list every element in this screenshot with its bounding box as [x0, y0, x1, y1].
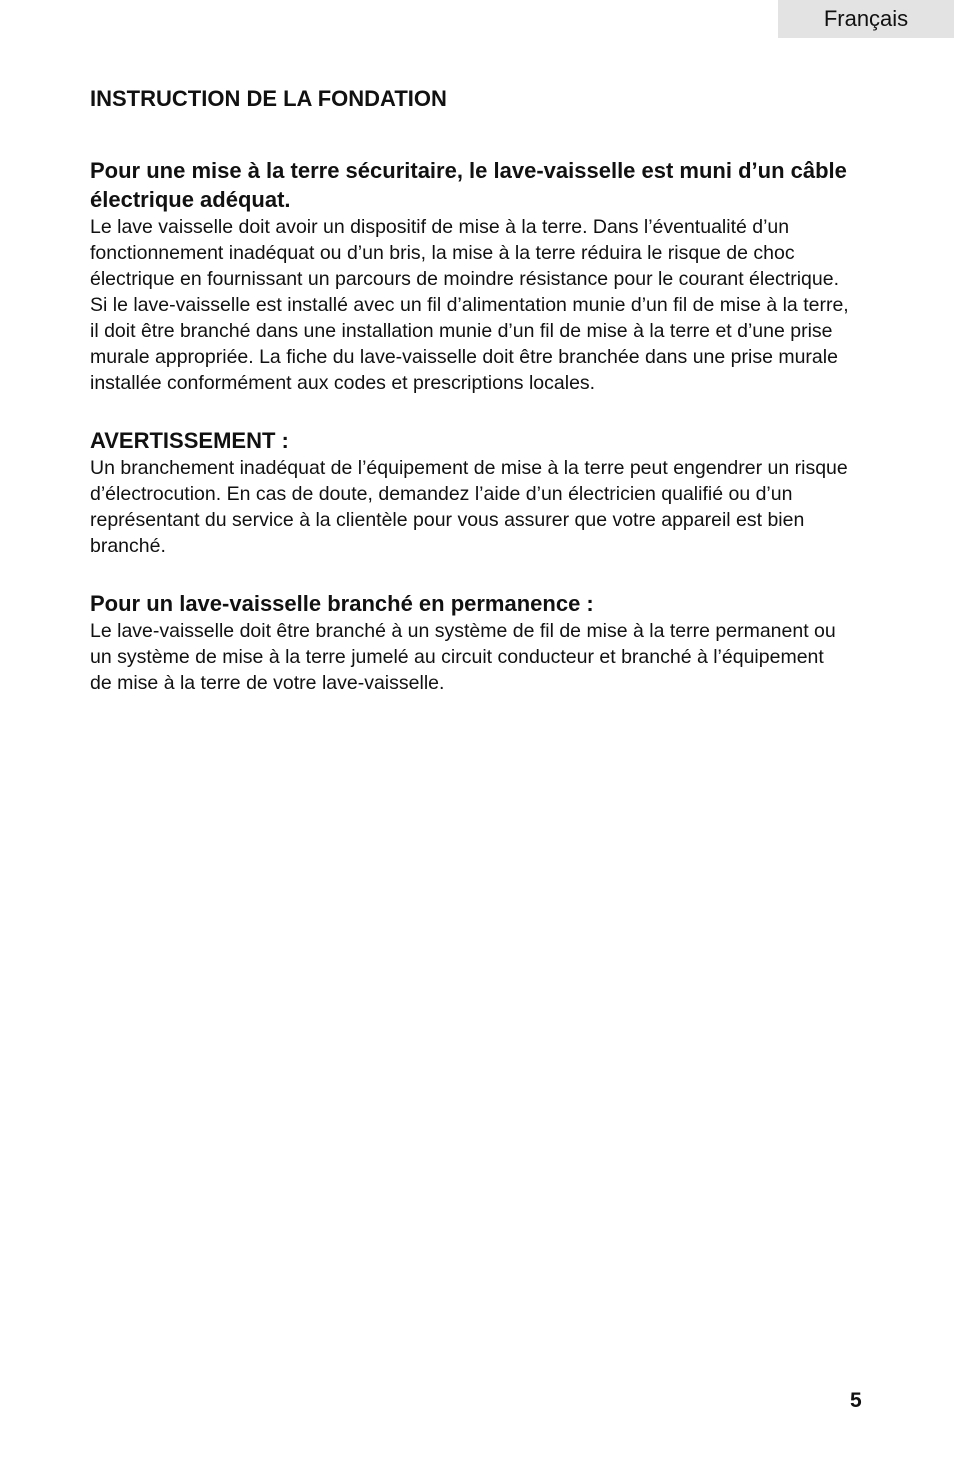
- section-permanent: [90, 589, 850, 696]
- page-title: INSTRUCTION DE LA FONDATION: [90, 86, 447, 111]
- section-heading: Pour un lave-vaisselle branché en permanence :: [90, 591, 594, 616]
- document-content: [90, 84, 850, 726]
- page-number: 5: [850, 1389, 862, 1412]
- section-body: Le lave-vaisselle doit être branché à un système de fil de mise à la terre permanent ou un système de mise à la terre jumelé au circuit conducteur et branché à l’équipement de mise à la terre de votre lave-vaisselle.: [90, 620, 836, 694]
- section-heading: AVERTISSEMENT :: [90, 428, 289, 453]
- section-heading: Pour une mise à la terre sécuritaire, le lave-vaisselle est muni d’un câble électrique adéquat.: [90, 158, 847, 212]
- section-grounding: [90, 156, 850, 396]
- section-body: Un branchement inadéquat de l’équipement de mise à la terre peut engendrer un risque d’électrocution. En cas de doute, demandez l’aide d’un électricien qualifié ou d’un représentant du service à la clientèle pour vous assurer que votre appareil est bien branché.: [90, 457, 848, 557]
- section-warning: [90, 426, 850, 559]
- section-body: Le lave vaisselle doit avoir un dispositif de mise à la terre. Dans l’éventualité d’un fonctionnement inadéquat ou d’un bris, la mise à la terre réduira le risque de choc électrique en fournissant un parcours de moindre résistance pour le courant électrique. Si le lave-vaisselle est installé avec un fil d’alimentation munie d’un fil de mise à la terre, il doit être branché dans une installation munie d’un fil de mise à la terre et d’une prise murale appropriée. La fiche du lave-vaisselle doit être branchée dans une prise murale installée conformément aux codes et prescriptions locales.: [90, 216, 849, 394]
- language-tab: Français: [778, 0, 954, 38]
